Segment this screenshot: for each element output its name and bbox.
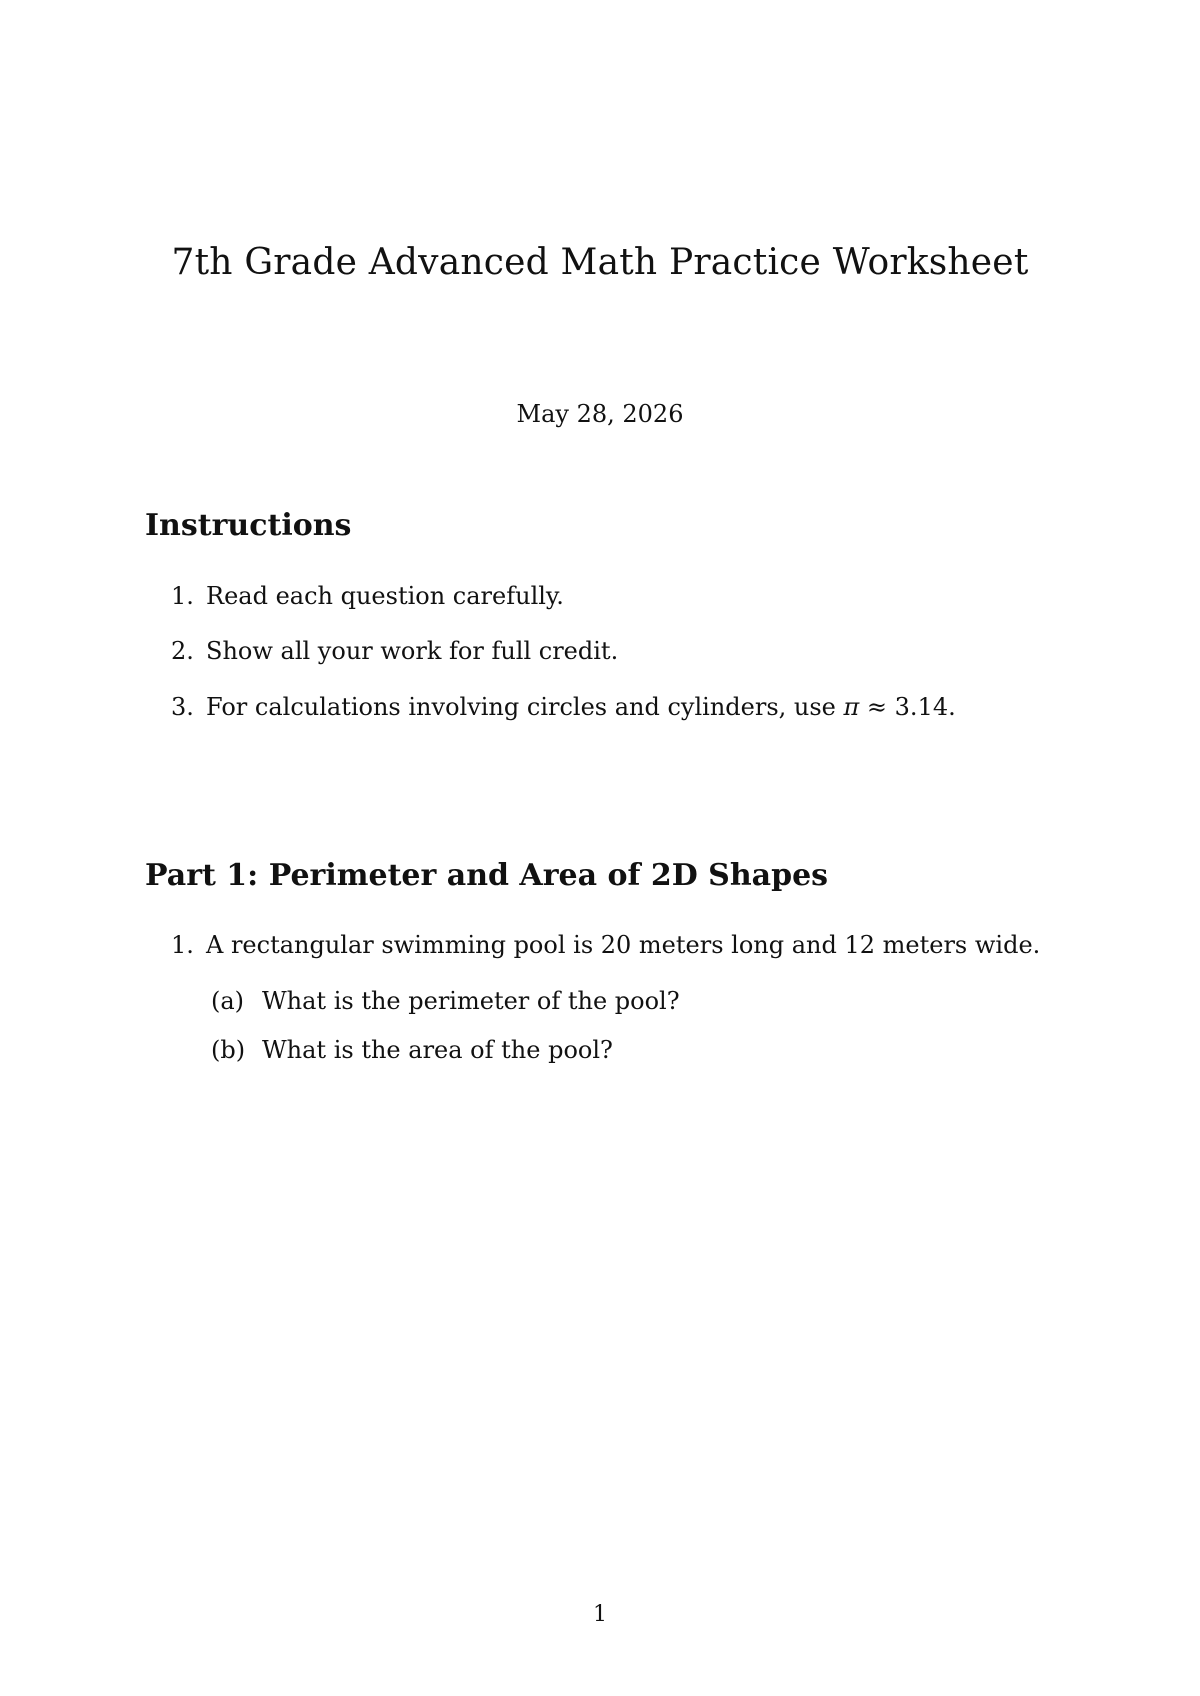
instruction-number: 2. (171, 637, 194, 665)
instruction-text-after: ≈ 3.14. (859, 693, 956, 721)
subpart-text: What is the area of the pool? (262, 1036, 613, 1064)
worksheet-date: May 28, 2026 (516, 400, 684, 428)
instruction-number: 3. (171, 693, 194, 721)
subpart-label: (a) (211, 987, 245, 1015)
question-1-subpart-a (211, 985, 680, 1017)
pi-symbol: π (843, 693, 860, 721)
part1-heading: Part 1: Perimeter and Area of 2D Shapes (145, 858, 829, 893)
instruction-text: Show all your work for full credit. (206, 637, 619, 665)
question-number: 1. (171, 931, 194, 959)
instruction-item-3 (171, 691, 956, 723)
instructions-heading: Instructions (145, 508, 352, 543)
subpart-label: (b) (211, 1036, 246, 1064)
instruction-text: Read each question carefully. (206, 582, 564, 610)
instruction-item-2 (171, 635, 618, 667)
instruction-item-1 (171, 580, 564, 612)
question-text: A rectangular swimming pool is 20 meters long and 12 meters wide. (206, 931, 1041, 959)
instruction-text: For calculations involving circles and cylinders, use (206, 693, 844, 721)
question-1-subpart-b (211, 1034, 613, 1066)
worksheet-title: 7th Grade Advanced Math Practice Worksheet (171, 242, 1029, 283)
instruction-number: 1. (171, 582, 194, 610)
subpart-text: What is the perimeter of the pool? (262, 987, 680, 1015)
page-number: 1 (593, 1602, 607, 1627)
question-1 (171, 929, 1040, 961)
